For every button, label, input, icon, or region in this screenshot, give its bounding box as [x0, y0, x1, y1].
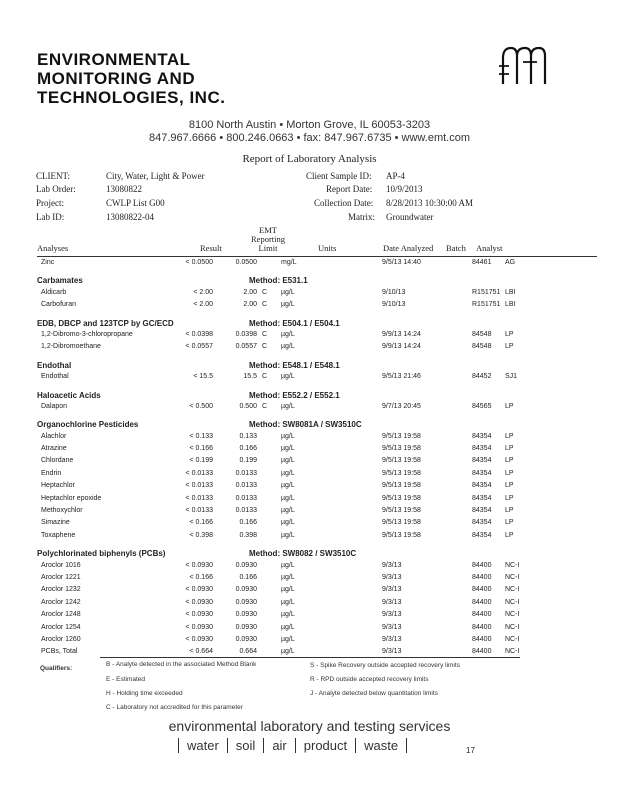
section-name: Carbamates	[37, 276, 83, 286]
date-analyzed-cell: 9/5/13 19:58	[382, 494, 421, 502]
result-cell: < 0.0133	[185, 482, 213, 490]
section-name: Organochlorine Pesticides	[37, 420, 139, 430]
table-row	[37, 494, 603, 506]
reporting-limit-cell: 0.199	[239, 457, 257, 465]
qualifiers-label: Qualifiers:	[40, 665, 73, 672]
analyst-cell: NC-I	[505, 623, 520, 631]
reporting-limit-cell: 0.0930	[235, 561, 257, 569]
qualifier-b: B - Analyte detected in the associated Method Blank	[106, 661, 257, 668]
table-row	[37, 506, 603, 518]
header-reporting: Reporting	[251, 234, 285, 244]
analyte-cell: Endothal	[41, 373, 69, 381]
qualifier-cell: C	[262, 373, 268, 381]
company-name-line1: ENVIRONMENTAL	[37, 50, 191, 69]
reporting-limit-cell: 0.166	[239, 445, 257, 453]
section-name: Polychlorinated biphenyls (PCBs)	[37, 549, 166, 559]
units-cell: µg/L	[281, 507, 295, 515]
analyte-cell: Aroclor 1221	[41, 573, 81, 581]
table-row	[37, 481, 603, 493]
results-table	[37, 258, 603, 660]
batch-cell: 84354	[472, 445, 492, 453]
reporting-limit-cell: 0.0398	[235, 330, 257, 338]
project-label: Project:	[36, 198, 64, 208]
analyst-cell: NC-I	[505, 648, 520, 656]
units-cell: µg/L	[281, 343, 295, 351]
analyte-cell: Aroclor 1260	[41, 635, 81, 643]
analyte-cell: PCBs, Total	[41, 648, 78, 656]
section-method: Method: E548.1 / E548.1	[249, 360, 340, 370]
batch-cell: 84354	[472, 507, 492, 515]
units-cell: µg/L	[281, 519, 295, 527]
section-header	[37, 419, 603, 431]
result-cell: < 0.0930	[185, 598, 213, 606]
footer-services	[178, 738, 407, 753]
client-value: City, Water, Light & Power	[106, 171, 205, 181]
units-cell: mg/L	[281, 259, 297, 266]
qualifier-c: C - Laboratory not accredited for this parameter	[106, 704, 243, 711]
header-limit: Limit	[258, 243, 278, 253]
qualifier-rule	[100, 657, 520, 658]
qualifier-cell: C	[262, 402, 268, 410]
footer-tagline: environmental laboratory and testing services	[168, 718, 451, 734]
report-date-label: Report Date:	[326, 184, 373, 194]
batch-cell: 84400	[472, 573, 492, 581]
company-name-line2: MONITORING AND	[37, 69, 196, 88]
date-analyzed-cell: 9/5/13 19:58	[382, 531, 421, 539]
result-cell: < 0.664	[189, 648, 213, 656]
reporting-limit-cell: 0.0930	[235, 586, 257, 594]
units-cell: µg/L	[281, 301, 295, 309]
reporting-limit-cell: 0.166	[239, 573, 257, 581]
section-header	[37, 390, 603, 402]
result-cell: < 0.0930	[185, 586, 213, 594]
batch-cell: 84354	[472, 494, 492, 502]
table-row	[37, 444, 603, 456]
batch-cell: 84548	[472, 330, 492, 338]
batch-cell: 84354	[472, 432, 492, 440]
section-header	[37, 360, 603, 372]
result-cell: < 0.0930	[185, 561, 213, 569]
result-cell: < 0.0557	[185, 343, 213, 351]
result-cell: < 0.0133	[185, 469, 213, 477]
analyst-cell: LP	[505, 432, 514, 440]
analyst-cell: LP	[505, 531, 514, 539]
batch-cell: 84354	[472, 482, 492, 490]
reporting-limit-cell: 0.0500	[235, 259, 257, 266]
section-name: Endothal	[37, 360, 72, 370]
units-cell: µg/L	[281, 373, 295, 381]
analyst-cell: LP	[505, 457, 514, 465]
analyst-cell: LP	[505, 330, 514, 338]
reporting-limit-cell: 0.0930	[235, 598, 257, 606]
table-row	[37, 573, 603, 585]
project-value: CWLP List G00	[106, 198, 165, 208]
section-header	[37, 275, 603, 287]
table-row	[37, 432, 603, 444]
date-analyzed-cell: 9/5/13 21:46	[382, 373, 421, 381]
section-method: Method: SW8081A / SW3510C	[249, 420, 362, 430]
table-row	[37, 469, 603, 481]
analyst-cell: LP	[505, 469, 514, 477]
reporting-limit-cell: 15.5	[243, 373, 257, 381]
date-analyzed-cell: 9/5/13 19:58	[382, 432, 421, 440]
address-line1: 8100 North Austin • Morton Grove, IL 60053-3203	[188, 119, 431, 131]
batch-cell: 84354	[472, 531, 492, 539]
batch-cell: 84400	[472, 586, 492, 594]
section-name: EDB, DBCP and 123TCP by GC/ECD	[37, 318, 174, 328]
result-cell: < 0.166	[189, 573, 213, 581]
reporting-limit-cell: 0.0133	[235, 494, 257, 502]
qualifier-s: S - Spike Recovery outside accepted recovery limits	[310, 662, 460, 669]
units-cell: µg/L	[281, 482, 295, 490]
analyst-cell: LBI	[505, 301, 516, 309]
date-analyzed-cell: 9/5/13 19:58	[382, 469, 421, 477]
lab-order-value: 13080822	[106, 184, 142, 194]
sample-id-label: Client Sample ID:	[306, 171, 372, 181]
units-cell: µg/L	[281, 623, 295, 631]
table-row	[37, 402, 603, 414]
analyte-cell: Zinc	[41, 259, 55, 266]
result-cell: < 0.0930	[185, 635, 213, 643]
result-cell: < 0.500	[189, 402, 213, 410]
units-cell: µg/L	[281, 432, 295, 440]
units-cell: µg/L	[281, 635, 295, 643]
batch-cell: R151751	[472, 288, 501, 296]
analyst-cell: NC-I	[505, 598, 520, 606]
analyte-cell: Chlordane	[41, 457, 74, 465]
date-analyzed-cell: 9/3/13	[382, 598, 402, 606]
units-cell: µg/L	[281, 598, 295, 606]
table-row	[37, 372, 603, 384]
analyte-cell: Aroclor 1016	[41, 561, 81, 569]
date-analyzed-cell: 9/10/13	[382, 301, 406, 309]
date-analyzed-cell: 9/3/13	[382, 623, 402, 631]
units-cell: µg/L	[281, 611, 295, 619]
date-analyzed-cell: 9/5/13 19:58	[382, 519, 421, 527]
report-title: Report of Laboratory Analysis	[242, 153, 377, 165]
table-row	[37, 330, 603, 342]
analyte-cell: Heptachlor epoxide	[41, 494, 102, 502]
batch-cell: 84400	[472, 611, 492, 619]
lab-id-value: 13080822-04	[106, 212, 154, 222]
reporting-limit-cell: 0.500	[239, 402, 257, 410]
matrix-value: Groundwater	[386, 212, 434, 222]
batch-cell: 84400	[472, 598, 492, 606]
header-rule	[37, 256, 597, 257]
reporting-limit-cell: 2.00	[243, 288, 257, 296]
analyst-cell: AG	[505, 259, 516, 266]
reporting-limit-cell: 0.0930	[235, 635, 257, 643]
date-analyzed-cell: 9/5/13 19:58	[382, 457, 421, 465]
date-analyzed-cell: 9/5/13 19:58	[382, 445, 421, 453]
analyte-cell: Carbofuran	[41, 301, 77, 309]
analyte-cell: Aldicarb	[41, 288, 67, 296]
result-cell: < 0.0930	[185, 611, 213, 619]
table-row	[37, 518, 603, 530]
qualifier-cell: C	[262, 343, 268, 351]
header-date-analyzed: Date Analyzed	[383, 243, 434, 253]
analyst-cell: SJ1	[505, 373, 518, 381]
section-header	[37, 548, 603, 560]
table-row	[37, 288, 603, 300]
reporting-limit-cell: 0.0930	[235, 611, 257, 619]
analyte-cell: Endrin	[41, 469, 62, 477]
units-cell: µg/L	[281, 457, 295, 465]
analyte-cell: Alachlor	[41, 432, 67, 440]
units-cell: µg/L	[281, 586, 295, 594]
table-row	[37, 258, 603, 270]
batch-cell: 84452	[472, 373, 492, 381]
collection-date-label: Collection Date:	[314, 198, 374, 208]
table-row	[37, 342, 603, 354]
batch-cell: 84400	[472, 561, 492, 569]
section-method: Method: E552.2 / E552.1	[249, 390, 340, 400]
page-number: 17	[466, 746, 475, 755]
section-method: Method: E531.1	[249, 276, 308, 286]
result-cell: < 0.0133	[185, 494, 213, 502]
qualifier-cell: C	[262, 301, 268, 309]
qualifier-h: H - Holding time exceeded	[106, 690, 183, 697]
batch-cell: 84565	[472, 402, 492, 410]
result-cell: < 0.166	[189, 445, 213, 453]
date-analyzed-cell: 9/7/13 20:45	[382, 402, 421, 410]
report-date-value: 10/9/2013	[386, 184, 423, 194]
qualifier-e: E - Estimated	[106, 676, 146, 683]
header-analyst: Analyst	[476, 243, 503, 253]
batch-cell: 84548	[472, 343, 492, 351]
table-row	[37, 610, 603, 622]
date-analyzed-cell: 9/3/13	[382, 586, 402, 594]
result-cell: < 0.0500	[185, 259, 213, 266]
units-cell: µg/L	[281, 288, 295, 296]
qualifier-cell: C	[262, 288, 268, 296]
result-cell: < 0.398	[189, 531, 213, 539]
reporting-limit-cell: 0.133	[239, 432, 257, 440]
analyst-cell: LP	[505, 482, 514, 490]
company-name-line3: TECHNOLOGIES, INC.	[37, 88, 226, 107]
units-cell: µg/L	[281, 445, 295, 453]
reporting-limit-cell: 0.0133	[235, 482, 257, 490]
analyst-cell: LP	[505, 519, 514, 527]
table-row	[37, 561, 603, 573]
batch-cell: 84400	[472, 623, 492, 631]
analyst-cell: LP	[505, 343, 514, 351]
collection-date-value: 8/28/2013 10:30:00 AM	[386, 198, 474, 208]
result-cell: < 0.0930	[185, 623, 213, 631]
analyte-cell: Atrazine	[41, 445, 67, 453]
date-analyzed-cell: 9/9/13 14:24	[382, 330, 421, 338]
lab-order-label: Lab Order:	[36, 184, 76, 194]
reporting-limit-cell: 0.0557	[235, 343, 257, 351]
matrix-label: Matrix:	[348, 212, 375, 222]
date-analyzed-cell: 9/5/13 19:58	[382, 482, 421, 490]
result-cell: < 0.199	[189, 457, 213, 465]
batch-cell: 84354	[472, 519, 492, 527]
units-cell: µg/L	[281, 531, 295, 539]
date-analyzed-cell: 9/9/13 14:24	[382, 343, 421, 351]
analyte-cell: Simazine	[41, 519, 70, 527]
section-method: Method: E504.1 / E504.1	[249, 318, 340, 328]
table-row	[37, 585, 603, 597]
date-analyzed-cell: 9/10/13	[382, 288, 406, 296]
analyst-cell: LP	[505, 402, 514, 410]
batch-cell: 84461	[472, 259, 492, 266]
batch-cell: 84400	[472, 648, 492, 656]
section-name: Haloacetic Acids	[37, 390, 101, 400]
table-row	[37, 598, 603, 610]
date-analyzed-cell: 9/3/13	[382, 611, 402, 619]
reporting-limit-cell: 0.0133	[235, 507, 257, 515]
reporting-limit-cell: 2.00	[243, 301, 257, 309]
date-analyzed-cell: 9/3/13	[382, 635, 402, 643]
address-line2: 847.967.6666 • 800.246.0663 • fax: 847.967.6735 • www.emt.com	[149, 132, 470, 144]
result-cell: < 0.0398	[185, 330, 213, 338]
batch-cell: 84354	[472, 469, 492, 477]
table-row	[37, 300, 603, 312]
table-row	[37, 623, 603, 635]
table-row	[37, 635, 603, 647]
analyte-cell: Toxaphene	[41, 531, 76, 539]
lab-id-label: Lab ID:	[36, 212, 65, 222]
analyst-cell: NC-I	[505, 635, 520, 643]
table-row	[37, 456, 603, 468]
reporting-limit-cell: 0.0133	[235, 469, 257, 477]
analyte-cell: 1,2-Dibromoethane	[41, 343, 101, 351]
table-row	[37, 531, 603, 543]
units-cell: µg/L	[281, 330, 295, 338]
analyst-cell: NC-I	[505, 573, 520, 581]
service-soil: soil	[227, 738, 264, 753]
qualifier-cell: C	[262, 330, 268, 338]
analyte-cell: 1,2-Dibromo-3-chloropropane	[41, 330, 133, 338]
analyst-cell: NC-I	[505, 586, 520, 594]
analyte-cell: Aroclor 1232	[41, 586, 81, 594]
client-label: CLIENT:	[36, 171, 71, 181]
analyst-cell: LP	[505, 494, 514, 502]
sample-id-value: AP-4	[386, 171, 406, 181]
section-method: Method: SW8082 / SW3510C	[249, 549, 357, 559]
units-cell: µg/L	[281, 561, 295, 569]
analyst-cell: LP	[505, 445, 514, 453]
analyte-cell: Heptachlor	[41, 482, 75, 490]
header-result: Result	[200, 243, 222, 253]
date-analyzed-cell: 9/3/13	[382, 561, 402, 569]
result-cell: < 0.0133	[185, 507, 213, 515]
reporting-limit-cell: 0.166	[239, 519, 257, 527]
analyte-cell: Aroclor 1242	[41, 598, 81, 606]
analyte-cell: Dalapon	[41, 402, 68, 410]
service-air: air	[263, 738, 294, 753]
units-cell: µg/L	[281, 469, 295, 477]
analyst-cell: LBI	[505, 288, 516, 296]
section-header	[37, 318, 603, 330]
reporting-limit-cell: 0.664	[239, 648, 257, 656]
header-analyses: Analyses	[37, 243, 69, 253]
analyst-cell: NC-I	[505, 611, 520, 619]
qualifier-r: R - RPD outside accepted recovery limits	[310, 676, 429, 683]
reporting-limit-cell: 0.0930	[235, 623, 257, 631]
result-cell: < 2.00	[193, 301, 213, 309]
result-cell: < 15.5	[193, 373, 213, 381]
analyst-cell: LP	[505, 507, 514, 515]
date-analyzed-cell: 9/3/13	[382, 573, 402, 581]
batch-cell: 84354	[472, 457, 492, 465]
service-water: water	[178, 738, 227, 753]
service-product: product	[295, 738, 355, 753]
batch-cell: R151751	[472, 301, 501, 309]
header-batch: Batch	[446, 243, 466, 253]
date-analyzed-cell: 9/5/13 19:58	[382, 507, 421, 515]
date-analyzed-cell: 9/5/13 14:40	[382, 259, 421, 266]
result-cell: < 0.133	[189, 432, 213, 440]
date-analyzed-cell: 9/3/13	[382, 648, 402, 656]
analyte-cell: Aroclor 1254	[41, 623, 81, 631]
result-cell: < 0.166	[189, 519, 213, 527]
analyte-cell: Methoxychlor	[41, 507, 83, 515]
service-waste: waste	[355, 738, 407, 753]
analyte-cell: Aroclor 1248	[41, 611, 81, 619]
units-cell: µg/L	[281, 648, 295, 656]
analyst-cell: NC-I	[505, 561, 520, 569]
units-cell: µg/L	[281, 494, 295, 502]
reporting-limit-cell: 0.398	[239, 531, 257, 539]
units-cell: µg/L	[281, 573, 295, 581]
result-cell: < 2.00	[193, 288, 213, 296]
qualifier-j: J - Analyte detected below quantitation limits	[310, 690, 438, 697]
header-units: Units	[318, 243, 337, 253]
units-cell: µg/L	[281, 402, 295, 410]
batch-cell: 84400	[472, 635, 492, 643]
header-emt: EMT	[259, 225, 277, 235]
report-info	[0, 0, 619, 230]
